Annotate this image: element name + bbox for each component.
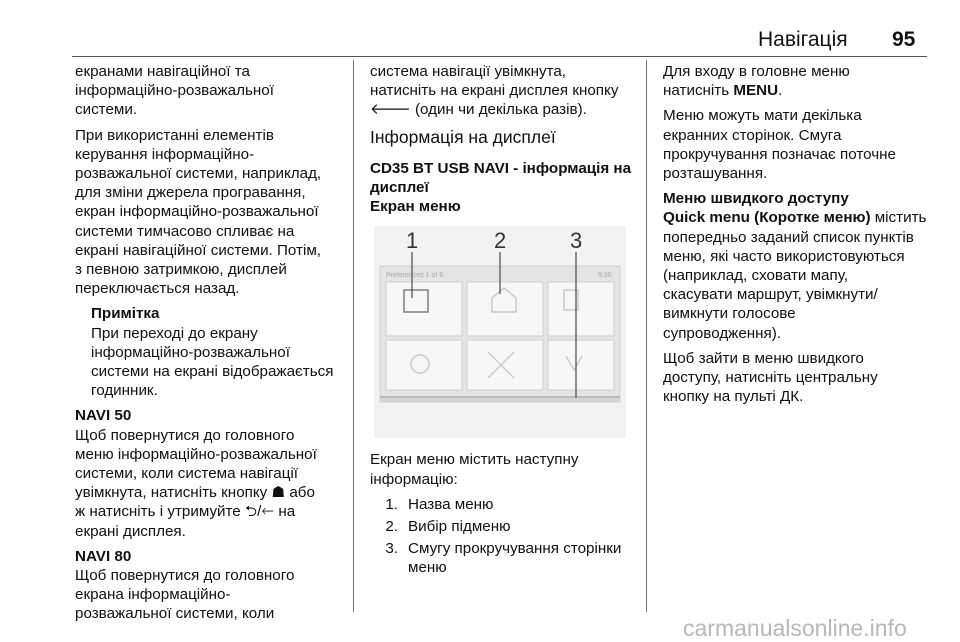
menu-screen-figure xyxy=(374,226,626,438)
navi50-section: NAVI 50 Щоб повернутися до головного меню інформаційно-розважальної системи, коли система навігації увімкнута, натисніть кнопку ☗ або ж натисніть і утримуйте ⮌/🡐 на екрані дисплея. xyxy=(75,406,351,540)
page-header-title: Навігація xyxy=(758,28,848,51)
paragraph-screens: Меню можуть мати декілька екранних сторінок. Смуга прокручування позначає поточне розташування. xyxy=(663,107,896,183)
paragraph-main-menu: Для входу в головне меню натисніть MENU. xyxy=(663,63,850,100)
callout-label-1: 1 xyxy=(406,228,419,254)
section-title: Інформація на дисплеї xyxy=(370,126,556,147)
back-arrow-icon: ⮌/🡐 xyxy=(244,503,275,521)
paragraph-1: екранами навігаційної та інформаційно-розважальної системи. xyxy=(75,63,274,119)
back-arrow-icon: 🡐 xyxy=(370,101,411,119)
header-rule xyxy=(72,56,927,57)
menu-tile-3 xyxy=(548,282,614,336)
callout-label-2: 2 xyxy=(494,228,507,254)
column-divider-2 xyxy=(646,60,647,612)
subsection-title: CD35 BT USB NAVI - інформація на дисплеї xyxy=(370,159,632,197)
numbered-list xyxy=(370,495,638,578)
quick-menu-title: Меню швидкого доступу xyxy=(663,190,849,208)
screen-time-text: 9:30 xyxy=(598,272,612,280)
callout-label-3: 3 xyxy=(570,228,583,254)
list-item: 1. Назва меню xyxy=(385,495,494,513)
column-divider-1 xyxy=(353,60,354,612)
watermark: carmanualsonline.info xyxy=(683,615,907,641)
menu-tile-6 xyxy=(548,340,614,390)
paragraph-quick-access: Щоб зайти в меню швидкого доступу, натисніть центральну кнопку на пульті ДК. xyxy=(663,349,878,406)
note-block: Примітка При переході до екрану інформаційно-розважальної системи на екрані відображається годинник. xyxy=(75,304,351,400)
navi80-title: NAVI 80 xyxy=(75,547,132,565)
paragraph-continue: система навігації увімкнута, натисніть на екрані дисплея кнопку 🡐 (один чи декілька разів). xyxy=(370,63,619,119)
home-icon: ☗ xyxy=(271,484,286,502)
quick-menu-section: Меню швидкого доступу Quick menu (Коротке меню) містить попередньо заданий список пунктів меню, які часто використовуються (наприклад, сховати мапу, скасувати маршрут, увімкнути/ вимкнути голосове супроводження). xyxy=(663,189,933,343)
column-3 xyxy=(663,62,933,412)
paragraph-2: При використанні елементів керування інформаційно- розважальної системи, наприклад, для зміни джерела програвання, екран інформаційно-розважальної системи тимчасово спливає на екрані навігаційної системи. Потім, з певною затримкою, дисплей переключається назад. xyxy=(75,126,322,298)
scroll-bar-thumb xyxy=(380,396,620,398)
list-item: 2. Вибір підменю xyxy=(385,518,511,536)
column-1 xyxy=(75,62,351,630)
screen-header-text: Preferences 1 of 6 xyxy=(386,272,444,280)
list-item: 3. Смугу прокручування сторінки меню xyxy=(385,540,622,577)
paragraph-menu-contains: Екран меню містить наступну інформацію: xyxy=(370,451,579,488)
column-2 xyxy=(370,62,638,581)
note-title: Примітка xyxy=(91,305,160,323)
navi80-section: NAVI 80 Щоб повернутися до головного екрана інформаційно- розважальної системи, коли xyxy=(75,547,351,624)
menu-key-label: MENU xyxy=(733,82,779,100)
screen-title: Екран меню xyxy=(370,198,461,216)
page-number: 95 xyxy=(892,28,916,51)
menu-tile-2 xyxy=(467,282,543,336)
navi50-title: NAVI 50 xyxy=(75,407,132,425)
menu-tile-5 xyxy=(467,340,543,390)
menu-tile-4 xyxy=(386,340,462,390)
